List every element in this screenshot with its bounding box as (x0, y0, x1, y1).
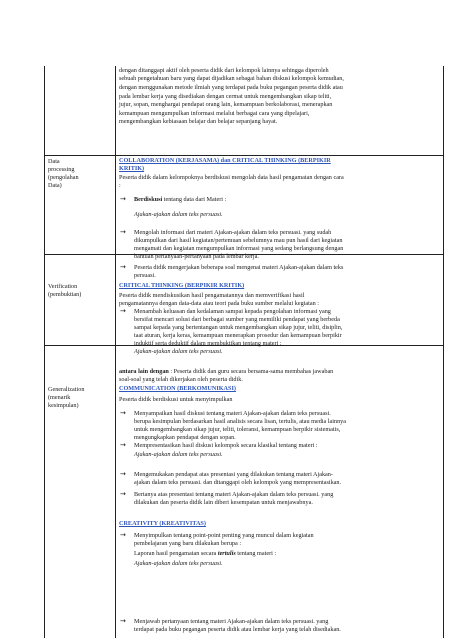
bullet-text: berupa kesimpulan berdasarkan hasil analisis secara lisan, tertulis, atau media lainnya (134, 418, 347, 425)
bullet-text: dilakukan dan peserta didik lain diberi kesempatan untuk menjawabnya. (134, 499, 313, 506)
bullet-text (134, 550, 276, 558)
section-heading: CRITICAL THINKING (BERPIKIR KRITIK) (119, 282, 245, 289)
arrow-bullet-icon: → (120, 470, 126, 478)
bullet-rest: tentang data dari Materi : (162, 196, 227, 203)
paragraph-line: Peserta didik berdiskusi untuk menyimpulkan (119, 396, 233, 403)
bullet-text: untuk mengembangkan sikap jujur, teliti, toleransi, kemampuan berpikir sistematis, (134, 426, 341, 433)
bullet-text: bantuan pertanyaan-pertanyaan pada lembar kerja. (134, 253, 259, 260)
bullet-text: sampai kepada yang bertentangan untuk mengembangkan sikap jujur, teliti, disiplin, (134, 324, 343, 331)
row-label: Verification (48, 283, 78, 290)
paragraph-line (119, 368, 333, 376)
arrow-bullet-icon: → (120, 263, 126, 271)
arrow-bullet-icon: → (120, 228, 126, 236)
section-heading: CREATIVITY (KREATIVITAS) (119, 520, 206, 527)
bullet-text: bersifat mencari solusi dari berbagai sumber yang memiliki pendapat yang berbeda (134, 316, 340, 323)
bullet-text: Mengolah informasi dari materi Ajakan-ajakan dalam teks persuasi. yang sudah (134, 229, 332, 236)
bullet-text: Peserta didik mengerjakan beberapa soal mengenai materi Ajakan-ajakan dalam teks (134, 264, 344, 271)
row-label: (pengolahan (48, 174, 79, 181)
intro-line: jujur, sopan, menghargai pendapat orang lain, kemampuan berkolaborasi, menerapkan (119, 101, 333, 108)
row-label: (pembuktian) (48, 291, 82, 298)
bullet-text: induktif serta deduktif dalam membuktikan tentang materi : (134, 340, 282, 347)
bullet-text: taat aturan, kerja keras, kemampuan menerapkan prosedur dan kemampuan berpikir (134, 332, 342, 339)
bullet-text: Menjawab pertanyaan tentang materi Ajakan-ajakan dalam teks persuasi. yang (134, 618, 329, 625)
row-label: kesimpulan) (48, 402, 79, 409)
arrow-bullet-icon: → (120, 307, 126, 315)
bullet-text: mengungkapkan pendapat dengan sopan. (134, 434, 236, 441)
arrow-bullet-icon: → (120, 195, 126, 203)
table-right-border (443, 66, 444, 638)
table-left-border (44, 66, 45, 638)
arrow-bullet-icon: → (120, 490, 126, 498)
intro-line: sebuah pengetahuan baru yang dapat dijadikan sebagai bahan diskusi kelompok kemudian, (119, 75, 344, 82)
bullet-text (134, 196, 226, 204)
bullet-text: dikumpulkan dari hasil kegiatan/pertemuan sebelumnya mau pun hasil dari kegiatan (134, 237, 343, 244)
arrow-bullet-icon: → (120, 441, 126, 449)
intro-line: dengan ditanggapi aktif oleh peserta didik dari kelompok lainnya sehingga diperoleh (119, 67, 329, 74)
row-label: (menarik (48, 394, 71, 401)
italic-material: Ajakan-ajakan dalam teks persuasi. (134, 451, 223, 458)
row-label: processing (48, 166, 75, 173)
text-part: Laporan hasil pengamatan secara (134, 550, 218, 557)
bold-term: Berdiskusi (134, 196, 163, 203)
arrow-bullet-icon: → (120, 531, 126, 539)
arrow-bullet-icon: → (120, 617, 126, 625)
bullet-text: Mengemukakan pendapat atas presentasi yang dilakukan tentang materi Ajakan- (134, 471, 333, 478)
bold-italic-term: tertulis (217, 550, 236, 557)
text-part: tentang materi : (235, 550, 277, 557)
intro-line: mengembangkan kebiasaan belajar dan belajar sepanjang hayat. (119, 118, 278, 125)
paragraph-line: pengamatannya dengan data-data atau teori pada buku sumber melalui kegiatan : (119, 300, 319, 307)
paragraph-line: : (119, 182, 121, 189)
section-heading: COMMUNICATION (BERKOMUNIKASI) (119, 385, 236, 392)
paragraph-line: Peserta didik dalam kelompoknya berdiskusi mengolah data hasil pengamatan dengan cara (119, 174, 344, 181)
bullet-text: Mempresentasikan hasil diskusi kelompok secara klasikal tentang materi : (134, 442, 318, 449)
bullet-text: persuasi. (134, 272, 156, 279)
bullet-text: pembelajaran yang baru dilakukan berupa : (134, 540, 242, 547)
row-label: Data) (48, 182, 62, 189)
bullet-text: Menyimpulkan tentang point-point penting yang muncul dalam kegiatan (134, 532, 314, 539)
section-heading: COLLABORATION (KERJASAMA) dan CRITICAL THINKING (BERPIKIR (119, 157, 331, 164)
paragraph-line: soal-soal yang telah dikerjakan oleh peserta didik. (119, 376, 243, 383)
bullet-text: ajakan dalam teks persuasi. dan ditanggapi oleh kelompok yang mempresentasikan. (134, 479, 342, 486)
row-label: Generalization (48, 386, 85, 393)
bold-term: antara lain dengan (119, 368, 169, 375)
bullet-text: Menyampaikan hasil diskusi tentang materi Ajakan-ajakan dalam teks persuasi. (134, 410, 331, 417)
row-label: Data (48, 158, 60, 165)
italic-material: Ajakan-ajakan dalam teks persuasi. (134, 348, 223, 355)
intro-line: pada lembar kerja yang disediakan dengan cermat untuk mengembangkan sikap teliti, (119, 93, 332, 100)
bullet-text: terdapat pada buku pegangan peserta didik atau lembar kerja yang telah disediakan. (134, 626, 341, 633)
paragraph-rest: : Peserta didik dan guru secara bersama-sama membahas jawaban (168, 368, 334, 375)
row-divider (44, 155, 444, 156)
intro-line: kemampuan mengumpulkan informasi melalui berbagai cara yang dipelajari, (119, 110, 310, 117)
arrow-bullet-icon: → (120, 409, 126, 417)
column-divider (115, 66, 116, 638)
paragraph-line: Peserta didik mendiskusikan hasil pengamatannya dan memverifikasi hasil (119, 292, 305, 299)
italic-material: Ajakan-ajakan dalam teks persuasi. (134, 560, 223, 567)
bullet-text: Menambah keluasan dan kedalaman sampai kepada pengolahan informasi yang (134, 308, 331, 315)
bullet-text: Bertanya atas presentasi tentang materi Ajakan-ajakan dalam teks persuasi. yang (134, 491, 334, 498)
italic-material: Ajakan-ajakan dalam teks persuasi. (134, 211, 223, 218)
bullet-text: mengamati dan kegiatan mengumpulkan informasi yang sedang berlangsung dengan (134, 245, 344, 252)
section-heading: KRITIK) (119, 165, 145, 172)
intro-line: dengan menggunakan metode ilmiah yang terdapat pada buku pegangan peserta didik atau (119, 84, 343, 91)
